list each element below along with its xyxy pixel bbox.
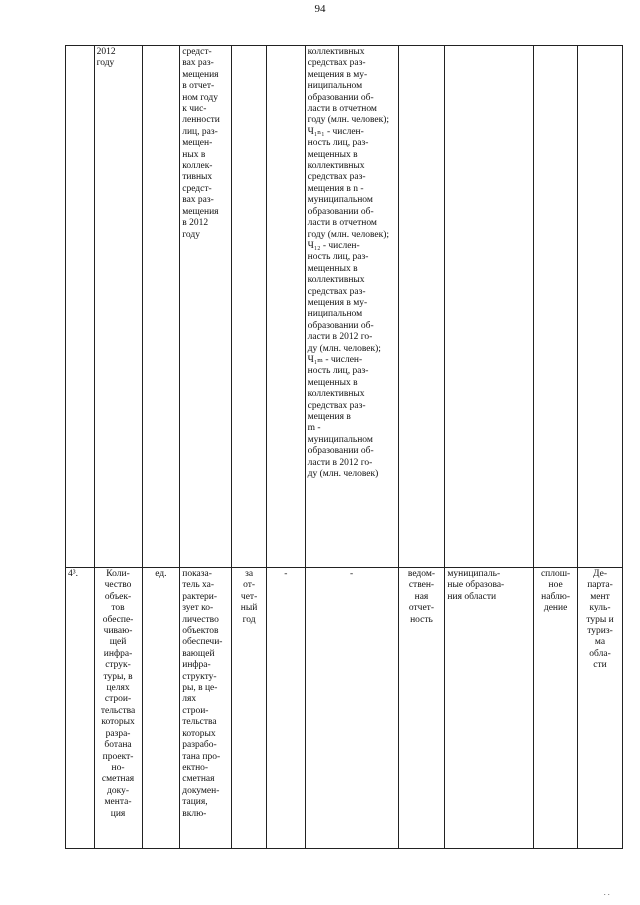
cell-period [232,46,267,568]
page-number: 94 [314,3,326,15]
footer-marks: · · [603,891,610,899]
cell-object: муниципаль- ные образова- ния области [445,568,534,849]
cell-number: 4³. [66,568,95,849]
cell-object [445,46,534,568]
cell-method: сплош- ное наблю- дение [534,568,578,849]
cell-source: ведом- ствен- ная отчет- ность [398,568,445,849]
table-row [66,46,623,568]
cell-responsible: Де- парта- мент куль- туры и туриз- ма обла- сти [578,568,623,849]
cell-name: Коли- чество объек- тов обеспе- чиваю- щей инфра- струк- туры, в целях строи- тельства которых разра- ботана проект- но- сметная доку- мента- ция [94,568,142,849]
cell-col6 [266,46,305,568]
indicator-table [65,45,623,849]
cell-unit [142,46,180,568]
table-row [66,568,623,849]
cell-responsible [578,46,623,568]
cell-definition: показа- тель ха- рактери- зует ко- личество объектов обеспечи- вающей инфра- структу- ры, в це- лях строи- тельства которых разрабо- тана про- ектно- сметная докумен- тация, вклю- [180,568,232,849]
cell-number [66,46,95,568]
cell-definition: средст- вах раз- мещения в отчет- ном году к чис- ленности лиц, раз- мещен- ных в коллек- тивных средст- вах раз- мещения в 2012 году [180,46,232,568]
cell-period: за от- чет- ный год [232,568,267,849]
cell-name: 2012 году [94,46,142,568]
cell-source [398,46,445,568]
cell-formula: - [305,568,398,849]
cell-formula: коллективных средствах раз- мещения в му- ниципальном образовании об- ласти в отчетном году (млн. человек); Ч₁ₙ₁ - числен- ность лиц, раз- мещенных в коллективных средствах раз- мещения в n - муниципальном образовании об- ласти в отчетном году (млн. человек); Ч₁₂ - числен- ность лиц, раз- мещенных в коллективных средствах раз- мещения в му- ниципальном образовании об- ласти в 2012 го- ду (млн. человек); Ч₁ₘ - числен- ность лиц, раз- мещенных в коллективных средствах раз- мещения в m - муниципальном образовании об- ласти в 2012 го- ду (млн. человек) [305,46,398,568]
cell-method [534,46,578,568]
cell-col6: - [266,568,305,849]
cell-unit: ед. [142,568,180,849]
